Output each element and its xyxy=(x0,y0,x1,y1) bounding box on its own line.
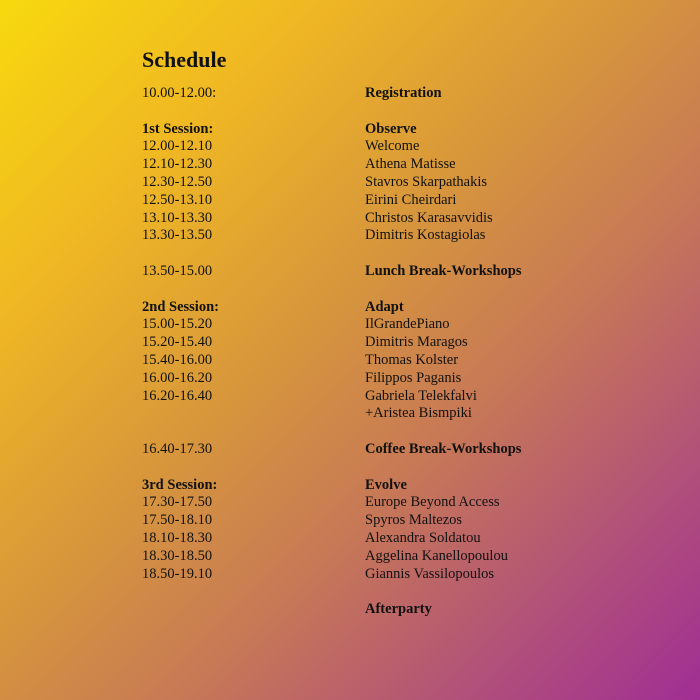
schedule-event: Filippos Paganis xyxy=(365,369,462,386)
schedule-time: 15.40-16.00 xyxy=(142,351,213,368)
schedule-row xyxy=(142,494,642,512)
schedule-event: Aggelina Kanellopoulou xyxy=(365,547,508,564)
schedule-time: 12.00-12.10 xyxy=(142,138,213,155)
schedule-time: 15.20-15.40 xyxy=(142,334,213,351)
row-spacer xyxy=(142,583,642,601)
schedule-event: Spyros Maltezos xyxy=(365,512,463,529)
schedule-time: 16.00-16.20 xyxy=(142,369,213,386)
schedule-event: Lunch Break-Workshops xyxy=(365,262,522,279)
schedule-event: Eirini Cheirdari xyxy=(365,191,457,208)
schedule-event: Welcome xyxy=(365,138,420,155)
schedule-time: 13.50-15.00 xyxy=(142,262,213,279)
schedule-time: 12.30-12.50 xyxy=(142,173,213,190)
schedule-row xyxy=(142,530,642,548)
schedule-time: 3rd Session: xyxy=(142,476,218,493)
schedule-event: IlGrandePiano xyxy=(365,316,450,333)
schedule-time: 18.10-18.30 xyxy=(142,529,213,546)
schedule-time: 17.50-18.10 xyxy=(142,512,213,529)
schedule-time: 16.40-17.30 xyxy=(142,440,213,457)
schedule-event: Gabriela Telekfalvi xyxy=(365,387,477,404)
schedule-time: 1st Session: xyxy=(142,120,214,137)
schedule-row xyxy=(142,210,642,228)
schedule-row xyxy=(142,316,642,334)
schedule-row xyxy=(142,192,642,210)
page-title: Schedule xyxy=(142,47,227,72)
row-spacer xyxy=(142,459,642,477)
schedule-event: Giannis Vassilopoulos xyxy=(365,565,495,582)
schedule-event: +Aristea Bismpiki xyxy=(365,405,472,422)
schedule-row xyxy=(142,405,642,423)
schedule-event: Adapt xyxy=(365,298,404,315)
schedule-row xyxy=(142,566,642,584)
schedule-time: 13.10-13.30 xyxy=(142,209,213,226)
schedule-row xyxy=(142,299,642,317)
schedule-row xyxy=(142,352,642,370)
schedule-time: 17.30-17.50 xyxy=(142,494,213,511)
schedule-event: Europe Beyond Access xyxy=(365,494,500,511)
row-spacer xyxy=(142,423,642,441)
schedule-row xyxy=(142,441,642,459)
schedule-list xyxy=(142,85,642,619)
schedule-row xyxy=(142,548,642,566)
schedule-time: 10.00-12.00: xyxy=(142,85,217,101)
schedule-time: 2nd Session: xyxy=(142,298,219,315)
schedule-row xyxy=(142,85,642,103)
schedule-event: Registration xyxy=(365,85,442,101)
schedule-row xyxy=(142,388,642,406)
schedule-row xyxy=(142,138,642,156)
schedule-row xyxy=(142,121,642,139)
row-spacer xyxy=(142,281,642,299)
schedule-time: 15.00-15.20 xyxy=(142,316,213,333)
schedule-event: Afterparty xyxy=(365,601,432,618)
schedule-event: Evolve xyxy=(365,476,407,493)
schedule-event: Coffee Break-Workshops xyxy=(365,440,522,457)
schedule-event: Stavros Skarpathakis xyxy=(365,173,488,190)
row-spacer xyxy=(142,103,642,121)
schedule-time: 12.50-13.10 xyxy=(142,191,213,208)
row-spacer xyxy=(142,245,642,263)
schedule-row xyxy=(142,174,642,192)
schedule-event: Alexandra Soldatou xyxy=(365,529,481,546)
schedule-time: 16.20-16.40 xyxy=(142,387,213,404)
schedule-time: 12.10-12.30 xyxy=(142,156,213,173)
schedule-row xyxy=(142,370,642,388)
schedule-row xyxy=(142,601,642,619)
schedule-event: Athena Matisse xyxy=(365,156,456,173)
schedule-row xyxy=(142,334,642,352)
schedule-row xyxy=(142,227,642,245)
schedule-event: Christos Karasavvidis xyxy=(365,209,493,226)
schedule-event: Observe xyxy=(365,120,417,137)
schedule-time: 13.30-13.50 xyxy=(142,227,213,244)
schedule-event: Thomas Kolster xyxy=(365,351,459,368)
schedule-time: 18.50-19.10 xyxy=(142,565,213,582)
schedule-event: Dimitris Maragos xyxy=(365,334,468,351)
schedule-row xyxy=(142,263,642,281)
schedule-row xyxy=(142,477,642,495)
schedule-row xyxy=(142,512,642,530)
schedule-row xyxy=(142,156,642,174)
schedule-event: Dimitris Kostagiolas xyxy=(365,227,486,244)
schedule-time: 18.30-18.50 xyxy=(142,547,213,564)
